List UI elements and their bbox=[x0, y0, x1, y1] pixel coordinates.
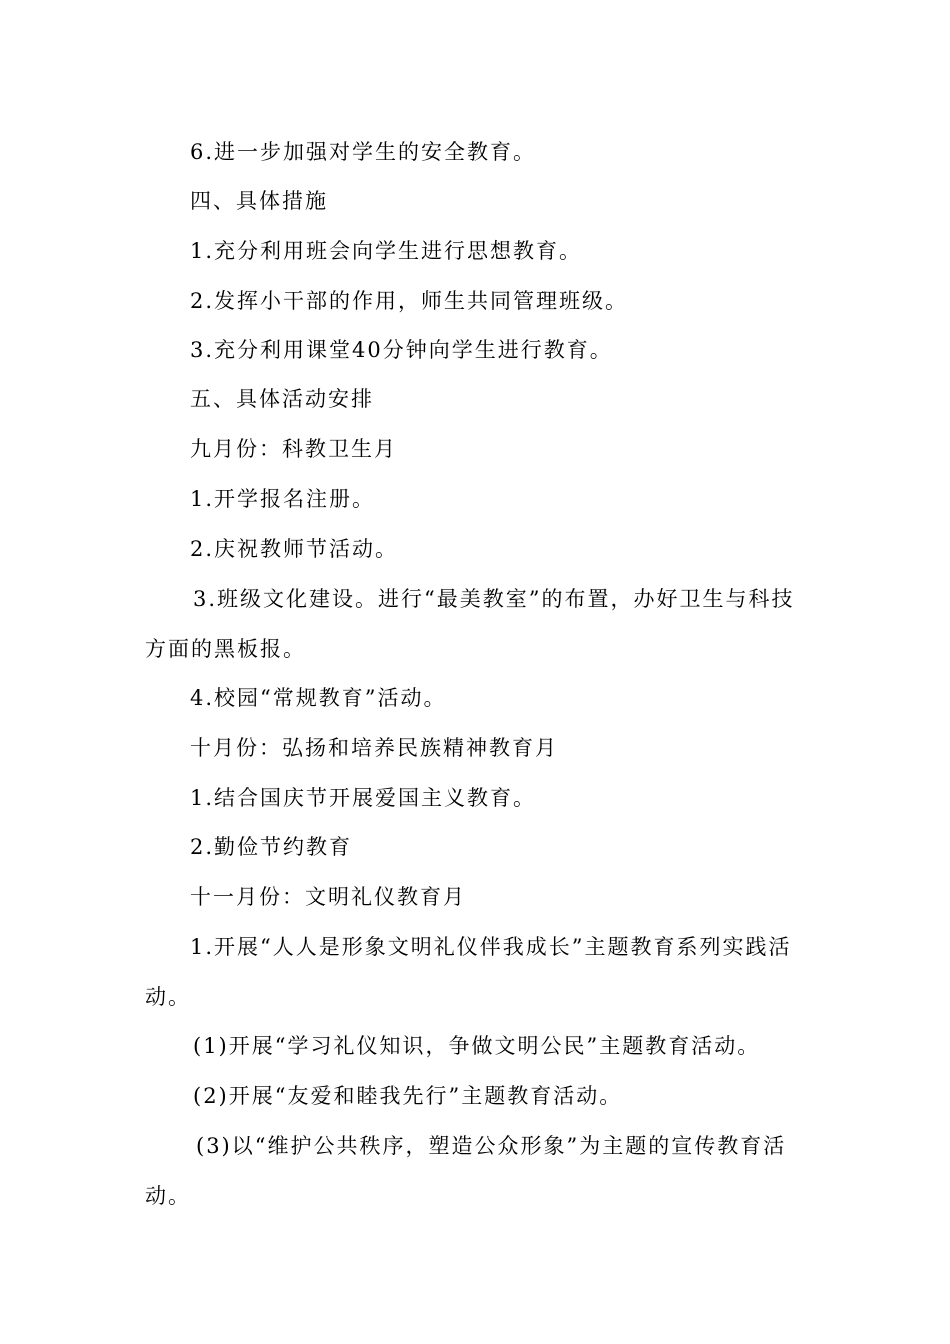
paragraph-line: 4.校园“常规教育”活动。 bbox=[190, 686, 447, 710]
section-heading: 五、具体活动安排 bbox=[190, 387, 374, 411]
month-heading: 九月份：科教卫生月 bbox=[190, 437, 397, 461]
paragraph-line: (1)开展“学习礼仪知识，争做文明公民”主题教育活动。 bbox=[193, 1034, 761, 1058]
paragraph-line: 动。 bbox=[145, 985, 191, 1009]
paragraph-line: (2)开展“友爱和睦我先行”主题教育活动。 bbox=[193, 1084, 623, 1108]
paragraph-line: 方面的黑板报。 bbox=[145, 637, 306, 661]
paragraph-line: (3)以“维护公共秩序，塑造公众形象”为主题的宣传教育活 bbox=[196, 1134, 787, 1158]
paragraph-line: 6.进一步加强对学生的安全教育。 bbox=[190, 140, 537, 164]
month-heading: 十一月份：文明礼仪教育月 bbox=[190, 885, 466, 909]
paragraph-line: 3.充分利用课堂40分钟向学生进行教育。 bbox=[190, 338, 613, 362]
paragraph-line: 2.庆祝教师节活动。 bbox=[190, 537, 399, 561]
paragraph-line: 1.开学报名注册。 bbox=[190, 487, 376, 511]
paragraph-line: 3.班级文化建设。进行“最美教室”的布置，办好卫生与科技 bbox=[193, 587, 795, 611]
section-heading: 四、具体措施 bbox=[190, 189, 328, 213]
paragraph-line: 2.勤俭节约教育 bbox=[190, 835, 353, 859]
paragraph-line: 2.发挥小干部的作用，师生共同管理班级。 bbox=[190, 289, 629, 313]
paragraph-line: 动。 bbox=[145, 1184, 191, 1208]
paragraph-line: 1.结合国庆节开展爱国主义教育。 bbox=[190, 786, 537, 810]
paragraph-line: 1.充分利用班会向学生进行思想教育。 bbox=[190, 239, 583, 263]
month-heading: 十月份：弘扬和培养民族精神教育月 bbox=[190, 736, 558, 760]
paragraph-line: 1.开展“人人是形象文明礼仪伴我成长”主题教育系列实践活 bbox=[190, 935, 792, 959]
